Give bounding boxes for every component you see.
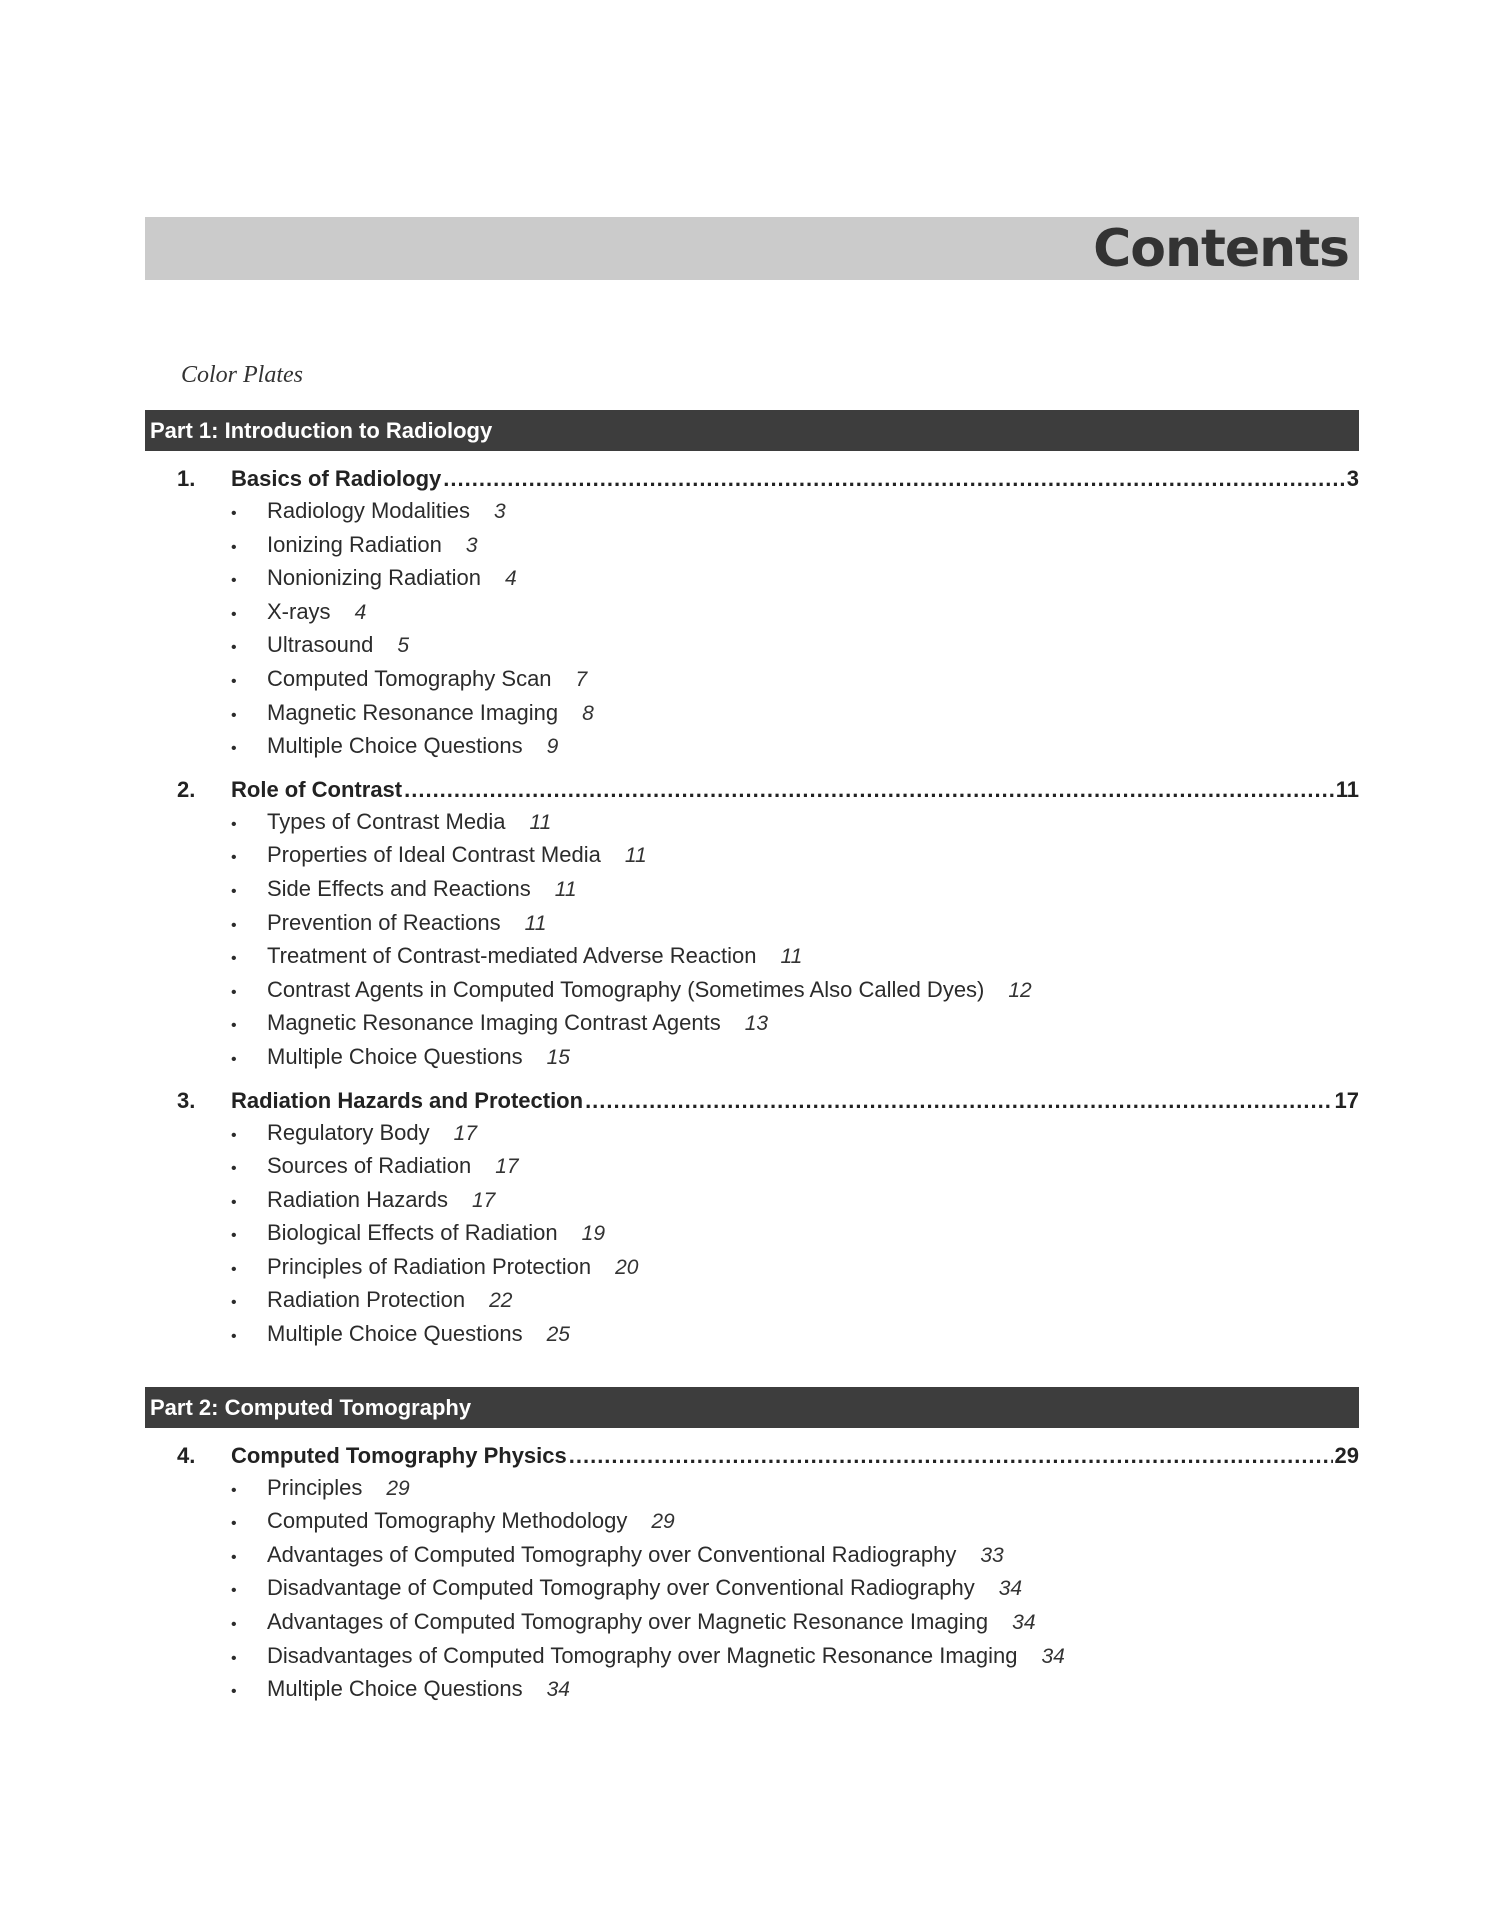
part-2 xyxy=(145,1387,1359,1706)
bullet-icon: • xyxy=(231,1328,237,1346)
chapter-items xyxy=(145,494,1359,763)
item-page: 17 xyxy=(495,1155,519,1179)
item-page: 11 xyxy=(780,945,803,969)
contents-page xyxy=(145,217,1359,1706)
item-page: 15 xyxy=(546,1045,570,1069)
item-page: 7 xyxy=(575,667,588,691)
item-page: 34 xyxy=(998,1577,1023,1601)
item-title: Treatment of Contrast-mediated Adverse Reaction xyxy=(267,943,757,969)
toc-item[interactable] xyxy=(145,494,1359,528)
chapter-4 xyxy=(145,1441,1359,1706)
dot-leader xyxy=(569,1441,1333,1471)
bullet-icon: • xyxy=(231,706,237,724)
toc-item[interactable] xyxy=(145,1006,1359,1040)
toc-item[interactable] xyxy=(145,1216,1359,1250)
item-title: Regulatory Body xyxy=(267,1119,430,1145)
item-page: 29 xyxy=(651,1510,675,1534)
toc-item[interactable] xyxy=(145,662,1359,696)
bullet-icon: • xyxy=(231,1193,237,1211)
item-title: Sources of Radiation xyxy=(267,1153,472,1179)
chapter-entry[interactable] xyxy=(145,1441,1359,1471)
chapter-title: Radiation Hazards and Protection xyxy=(231,1087,584,1113)
item-title: Ultrasound xyxy=(267,632,374,658)
toc-item[interactable] xyxy=(145,729,1359,763)
item-title: Prevention of Reactions xyxy=(267,909,501,935)
toc-item[interactable] xyxy=(145,595,1359,629)
toc-item[interactable] xyxy=(145,1250,1359,1284)
bullet-icon: • xyxy=(231,1050,237,1068)
chapter-number: 2. xyxy=(177,776,196,802)
dot-leader xyxy=(585,1086,1332,1116)
item-page: 25 xyxy=(546,1323,570,1347)
toc-item[interactable] xyxy=(145,1183,1359,1217)
bullet-icon: • xyxy=(231,1294,237,1312)
bullet-icon: • xyxy=(231,882,237,900)
item-title: Contrast Agents in Computed Tomography (Sometimes Also Called Dyes) xyxy=(267,976,985,1002)
item-title: Radiation Hazards xyxy=(267,1186,448,1212)
item-page: 3 xyxy=(494,500,506,523)
toc-item[interactable] xyxy=(145,528,1359,562)
item-page: 9 xyxy=(546,735,559,759)
chapter-3 xyxy=(145,1086,1359,1351)
item-page: 11 xyxy=(529,810,552,834)
item-title: Multiple Choice Questions xyxy=(267,733,523,759)
item-page: 8 xyxy=(582,701,594,725)
chapter-items xyxy=(145,1116,1359,1351)
bullet-icon: • xyxy=(231,950,237,968)
toc-item[interactable] xyxy=(145,561,1359,595)
toc-item[interactable] xyxy=(145,1040,1359,1074)
chapter-page: 29 xyxy=(1334,1442,1359,1468)
item-title: Computed Tomography Scan xyxy=(267,665,552,691)
bullet-icon: • xyxy=(231,1481,237,1499)
bullet-icon: • xyxy=(231,1683,237,1701)
bullet-icon: • xyxy=(231,1227,237,1245)
item-title: X-rays xyxy=(267,598,331,624)
bullet-icon: • xyxy=(231,1548,237,1566)
item-title: Disadvantages of Computed Tomography over Magnetic Resonance Imaging xyxy=(267,1642,1018,1668)
item-title: Types of Contrast Media xyxy=(267,808,506,834)
toc-item[interactable] xyxy=(145,805,1359,839)
bullet-icon: • xyxy=(231,538,237,556)
bullet-icon: • xyxy=(231,1582,237,1600)
item-title: Advantages of Computed Tomography over Conventional Radiography xyxy=(267,1541,957,1567)
page-title: Contents xyxy=(1093,218,1349,279)
chapter-number: 3. xyxy=(177,1087,196,1113)
item-title: Disadvantage of Computed Tomography over Conventional Radiography xyxy=(267,1575,975,1601)
chapter-number: 4. xyxy=(177,1442,196,1468)
item-page: 11 xyxy=(554,877,577,901)
item-page: 11 xyxy=(624,844,647,868)
part-title: Part 2: Computed Tomography xyxy=(145,1387,1359,1428)
toc-item[interactable] xyxy=(145,1317,1359,1351)
bullet-icon: • xyxy=(231,916,237,934)
toc-item[interactable] xyxy=(145,1605,1359,1639)
item-page: 17 xyxy=(471,1188,496,1212)
item-title: Principles xyxy=(267,1474,363,1500)
chapter-1 xyxy=(145,464,1359,763)
contents-banner xyxy=(145,217,1359,280)
chapter-entry[interactable] xyxy=(145,775,1359,805)
item-title: Ionizing Radiation xyxy=(267,531,442,557)
item-title: Principles of Radiation Protection xyxy=(267,1253,592,1279)
item-page: 34 xyxy=(1041,1644,1065,1668)
bullet-icon: • xyxy=(231,505,237,522)
item-title: Radiation Protection xyxy=(267,1287,466,1313)
bullet-icon: • xyxy=(231,983,237,1001)
item-page: 17 xyxy=(453,1121,478,1145)
chapter-entry[interactable] xyxy=(145,1086,1359,1116)
item-page: 13 xyxy=(744,1012,769,1036)
bullet-icon: • xyxy=(231,672,237,690)
chapter-title: Role of Contrast xyxy=(231,776,403,802)
toc-item[interactable] xyxy=(145,906,1359,940)
item-page: 29 xyxy=(386,1476,410,1500)
toc-item[interactable] xyxy=(145,1639,1359,1673)
item-page: 4 xyxy=(505,567,517,591)
toc-item[interactable] xyxy=(145,1504,1359,1538)
bullet-icon: • xyxy=(231,1616,237,1634)
bullet-icon: • xyxy=(231,639,237,657)
item-page: 12 xyxy=(1008,978,1032,1002)
chapter-page: 11 xyxy=(1335,776,1359,802)
part-1 xyxy=(145,410,1359,1351)
bullet-icon: • xyxy=(231,740,237,758)
item-page: 34 xyxy=(546,1678,570,1702)
toc-item[interactable] xyxy=(145,1471,1359,1505)
toc-item[interactable] xyxy=(145,628,1359,662)
bullet-icon: • xyxy=(231,849,237,867)
item-page: 3 xyxy=(465,533,478,557)
item-page: 34 xyxy=(1012,1611,1036,1635)
bullet-icon: • xyxy=(231,1515,237,1533)
toc-item[interactable] xyxy=(145,1672,1359,1706)
item-title: Multiple Choice Questions xyxy=(267,1043,523,1069)
chapter-page: 17 xyxy=(1334,1087,1359,1113)
chapter-items xyxy=(145,1471,1359,1706)
toc-item[interactable] xyxy=(145,838,1359,872)
toc-item[interactable] xyxy=(145,872,1359,906)
item-title: Magnetic Resonance Imaging Contrast Agents xyxy=(267,1010,721,1036)
item-page: 5 xyxy=(397,634,410,658)
chapter-title: Basics of Radiology xyxy=(231,466,442,491)
bullet-icon: • xyxy=(231,1260,237,1278)
toc-item[interactable] xyxy=(145,1571,1359,1605)
toc-item[interactable] xyxy=(145,696,1359,730)
item-page: 11 xyxy=(524,911,547,935)
item-title: Multiple Choice Questions xyxy=(267,1676,523,1702)
toc-item[interactable] xyxy=(145,1538,1359,1572)
bullet-icon: • xyxy=(231,572,237,590)
item-title: Radiology Modalities xyxy=(267,498,470,523)
item-title: Multiple Choice Questions xyxy=(267,1321,523,1347)
chapter-entry[interactable] xyxy=(145,464,1359,494)
item-title: Biological Effects of Radiation xyxy=(267,1220,558,1246)
item-title: Magnetic Resonance Imaging xyxy=(267,699,559,725)
item-page: 20 xyxy=(615,1255,639,1279)
toc-item[interactable] xyxy=(145,939,1359,973)
dot-leader xyxy=(443,464,1344,494)
item-title: Properties of Ideal Contrast Media xyxy=(267,842,601,868)
item-page: 22 xyxy=(489,1289,513,1313)
bullet-icon: • xyxy=(231,605,237,623)
bullet-icon: • xyxy=(231,815,237,833)
chapter-number: 1. xyxy=(177,466,196,491)
item-page: 4 xyxy=(354,600,367,624)
dot-leader xyxy=(404,775,1334,805)
item-title: Computed Tomography Methodology xyxy=(267,1508,628,1534)
bullet-icon: • xyxy=(231,1160,237,1178)
bullet-icon: • xyxy=(231,1017,237,1035)
toc-item[interactable] xyxy=(145,1283,1359,1317)
color-plates-entry[interactable]: Color Plates xyxy=(181,362,304,388)
toc-item[interactable] xyxy=(145,1116,1359,1150)
item-title: Nonionizing Radiation xyxy=(267,565,482,591)
chapter-title: Computed Tomography Physics xyxy=(231,1442,567,1468)
chapter-page: 3 xyxy=(1346,466,1359,491)
bullet-icon: • xyxy=(231,1126,237,1144)
item-page: 33 xyxy=(980,1543,1004,1567)
item-page: 19 xyxy=(581,1222,606,1246)
toc-item[interactable] xyxy=(145,973,1359,1007)
chapter-2 xyxy=(145,775,1359,1074)
toc-item[interactable] xyxy=(145,1149,1359,1183)
bullet-icon: • xyxy=(231,1649,237,1667)
part-title: Part 1: Introduction to Radiology xyxy=(145,410,1359,451)
chapter-items xyxy=(145,805,1359,1074)
item-title: Advantages of Computed Tomography over Magnetic Resonance Imaging xyxy=(267,1609,989,1635)
item-title: Side Effects and Reactions xyxy=(267,875,531,901)
